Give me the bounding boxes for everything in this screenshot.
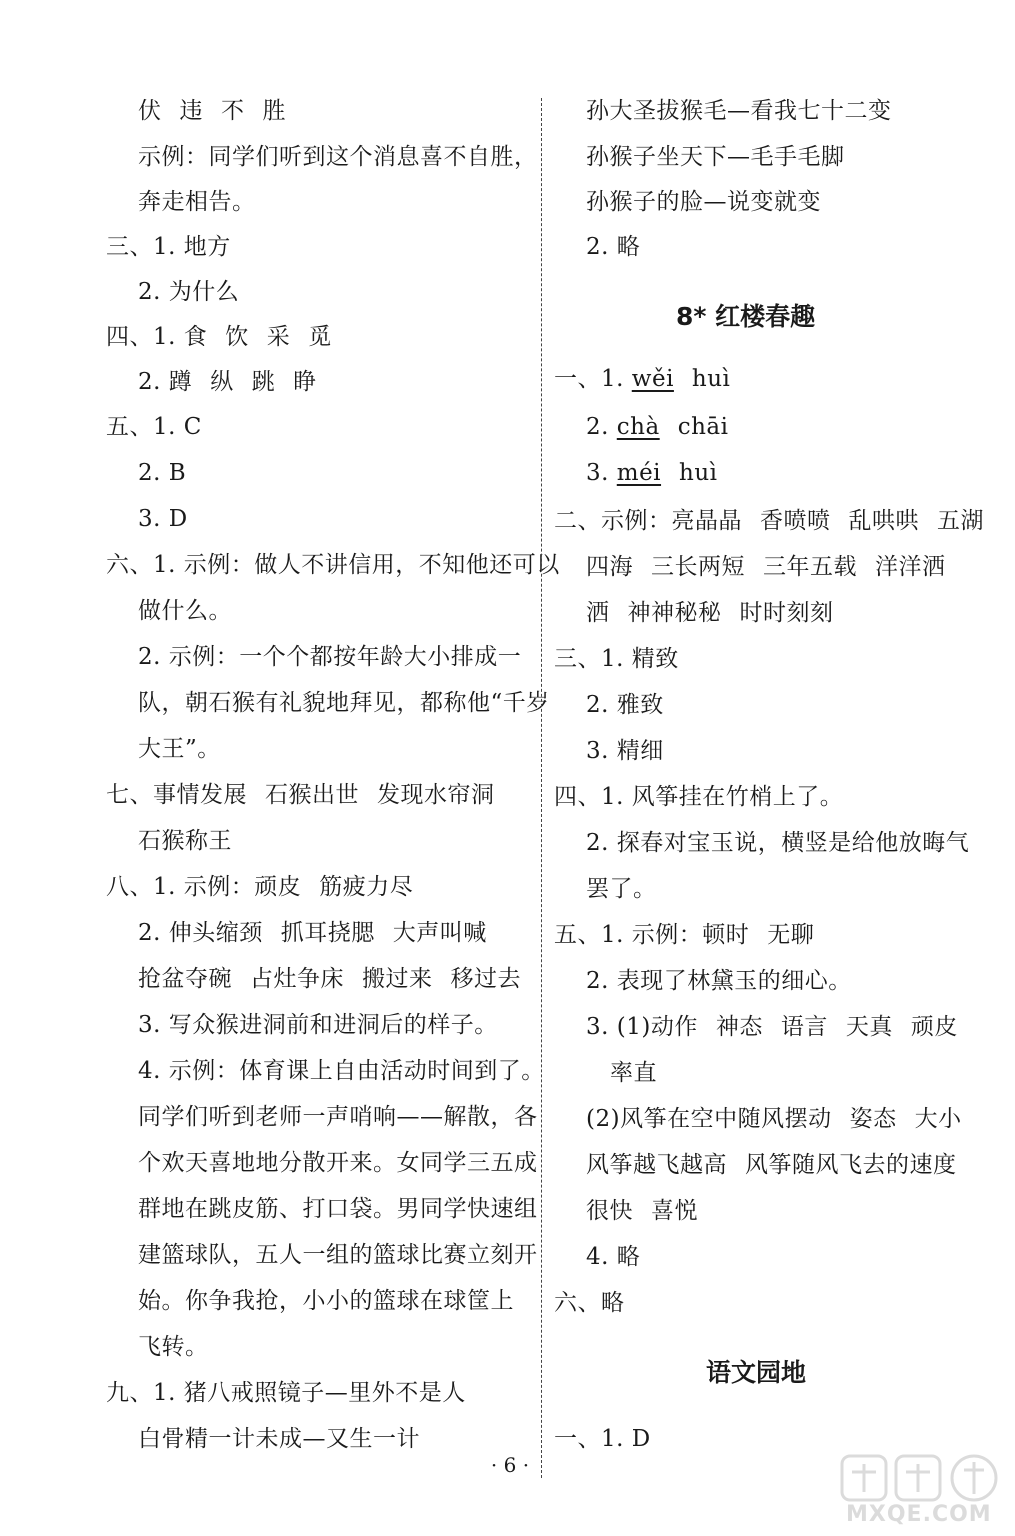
answer-line: 始。你争我抢，小小的篮球在球筐上 [138,1288,514,1314]
watermark-text: MXQE.COM [846,1502,992,1527]
pinyin-line: 一、1. wěi huì [554,366,731,392]
answer-line: 孙猴子坐天下—毛手毛脚 [586,144,845,170]
answer-line: 3. 精细 [586,738,664,764]
answer-line: 九、1. 猪八戒照镜子—里外不是人 [106,1380,466,1406]
answer-line: 白骨精一计未成—又生一计 [138,1426,420,1452]
answer-line: 2. 雅致 [586,692,664,718]
answer-line: 4. 示例：体育课上自由活动时间到了。 [138,1058,545,1084]
answer-line: 三、1. 地方 [106,234,231,260]
answer-line: 六、略 [554,1290,625,1316]
answer-line: 一、1. D [554,1426,651,1452]
answer-line: 同学们听到老师一声哨响——解散，各 [138,1104,538,1130]
section-title: 语文园地 [706,1358,807,1387]
column-divider [541,98,542,1478]
answer-line: 石猴称王 [138,828,232,854]
answer-line: 2. 伸头缩颈 抓耳挠腮 大声叫喊 [138,920,487,946]
answer-line: 孙猴子的脸—说变就变 [586,189,821,215]
answer-line: 做什么。 [138,598,232,624]
answer-line: 伏 违 不 胜 [138,98,286,124]
answer-line: 奔走相告。 [138,189,256,215]
answer-line: 抢盆夺碗 占灶争床 搬过来 移过去 [138,966,521,992]
answer-line: 2. 探春对宝玉说，横竖是给他放晦气 [586,830,970,856]
answer-line: 五、1. C [106,414,202,440]
answer-line: 建篮球队，五人一组的篮球比赛立刻开 [138,1242,538,1268]
answer-line: 2. B [138,460,187,486]
answer-line: 2. 蹲 纵 跳 睁 [138,369,317,395]
answer-line: 五、1. 示例：顿时 无聊 [554,922,815,948]
pinyin-line: 2. chà chāi [586,414,729,440]
answer-line: 四海 三长两短 三年五载 洋洋洒 [586,554,946,580]
answer-line: 大王”。 [138,736,221,762]
answer-line: 2. 示例：一个个都按年龄大小排成一 [138,644,522,670]
answer-line: 3. D [138,506,188,532]
answer-line: 很快 喜悦 [586,1198,698,1224]
page-number: · 6 · [490,1453,530,1477]
watermark-logo [838,1450,1008,1532]
answer-line: 七、事情发展 石猴出世 发现水帘洞 [106,782,495,808]
answer-line: 3. (1)动作 神态 语言 天真 顽皮 [586,1014,958,1040]
answer-line: 洒 神神秘秘 时时刻刻 [586,600,834,626]
answer-line: 3. 写众猴进洞前和进洞后的样子。 [138,1012,498,1038]
section-title: 8* 红楼春趣 [676,302,816,331]
answer-line: 队，朝石猴有礼貌地拜见，都称他“千岁 [138,690,550,716]
answer-line: 二、示例：亮晶晶 香喷喷 乱哄哄 五湖 [554,508,984,534]
watermark-icon [838,1450,1008,1506]
answer-line: 三、1. 精致 [554,646,679,672]
answer-line: 风筝越飞越高 风筝随风飞去的速度 [586,1152,957,1178]
answer-line: (2)风筝在空中随风摆动 姿态 大小 [586,1106,962,1132]
answer-line: 群地在跳皮筋、打口袋。男同学快速组 [138,1196,538,1222]
answer-line: 六、1. 示例：做人不讲信用，不知他还可以 [106,552,560,578]
pinyin-line: 3. méi huì [586,460,718,486]
answer-line: 示例：同学们听到这个消息喜不自胜， [138,144,538,170]
answer-line: 四、1. 风筝挂在竹梢上了。 [554,784,844,810]
answer-line: 八、1. 示例：顽皮 筋疲力尽 [106,874,414,900]
answer-line: 罢了。 [586,876,657,902]
answer-line: 孙大圣拔猴毛—看我七十二变 [586,98,892,124]
answer-line: 2. 略 [586,234,641,260]
answer-line: 2. 为什么 [138,279,240,305]
answer-line: 个欢天喜地地分散开来。女同学三五成 [138,1150,538,1176]
answer-line: 4. 略 [586,1244,641,1270]
answer-line: 四、1. 食 饮 采 觅 [106,324,332,350]
answer-line: 率直 [610,1060,657,1086]
answer-line: 飞转。 [138,1334,209,1360]
answer-line: 2. 表现了林黛玉的细心。 [586,968,852,994]
